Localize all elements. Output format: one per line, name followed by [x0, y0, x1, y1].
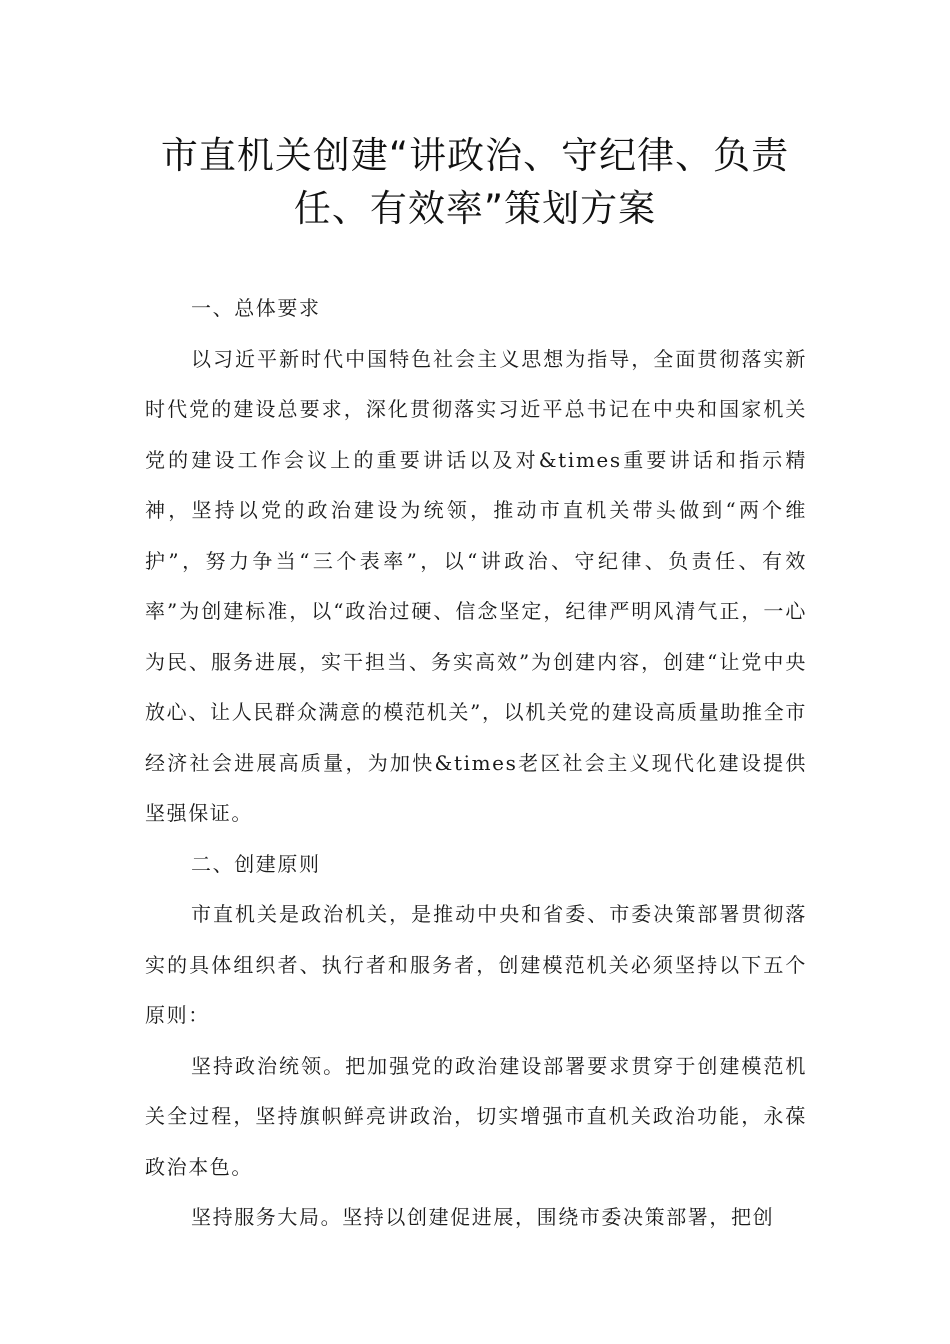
- paragraph-general-requirements: 以习近平新时代中国特色社会主义思想为指导，全面贯彻落实新时代党的建设总要求，深化贯彻落实习近平总书记在中央和国家机关党的建设工作会议上的重要讲话以及对&times重要讲话和指示精神，坚持以党的政治建设为统领，推动市直机关带头做到“两个维护”，努力争当“三个表率”，以“讲政治、守纪律、负责任、有效率”为创建标准，以“政治过硬、信念坚定，纪律严明风清气正，一心为民、服务进展，实干担当、务实高效”为创建内容，创建“让党中央放心、让人民群众满意的模范机关”，以机关党的建设高质量助推全市经济社会进展高质量，为加快&times老区社会主义现代化建设提供坚强保证。: [145, 346, 807, 825]
- section-heading-principles: 二、创建原则: [191, 851, 321, 876]
- paragraph-political-leadership: 坚持政治统领。把加强党的政治建设部署要求贯穿于创建模范机关全过程，坚持旗帜鲜亮讲政治，切实增强市直机关政治功能，永葆政治本色。: [145, 1053, 807, 1179]
- paragraph-serve-overall: 坚持服务大局。坚持以创建促进展，围绕市委决策部署，把创: [191, 1205, 775, 1229]
- document-title-line-2: 任、有效率”策划方案: [293, 187, 657, 230]
- paragraph-principles-intro: 市直机关是政治机关，是推动中央和省委、市委决策部署贯彻落实的具体组织者、执行者和服务者，创建模范机关必须坚持以下五个原则：: [145, 902, 807, 1027]
- document-body: [145, 283, 807, 1243]
- document-title-line-1: 市直机关创建“讲政治、守纪律、负责: [160, 134, 790, 177]
- section-heading-general-requirements: 一、总体要求: [191, 296, 321, 320]
